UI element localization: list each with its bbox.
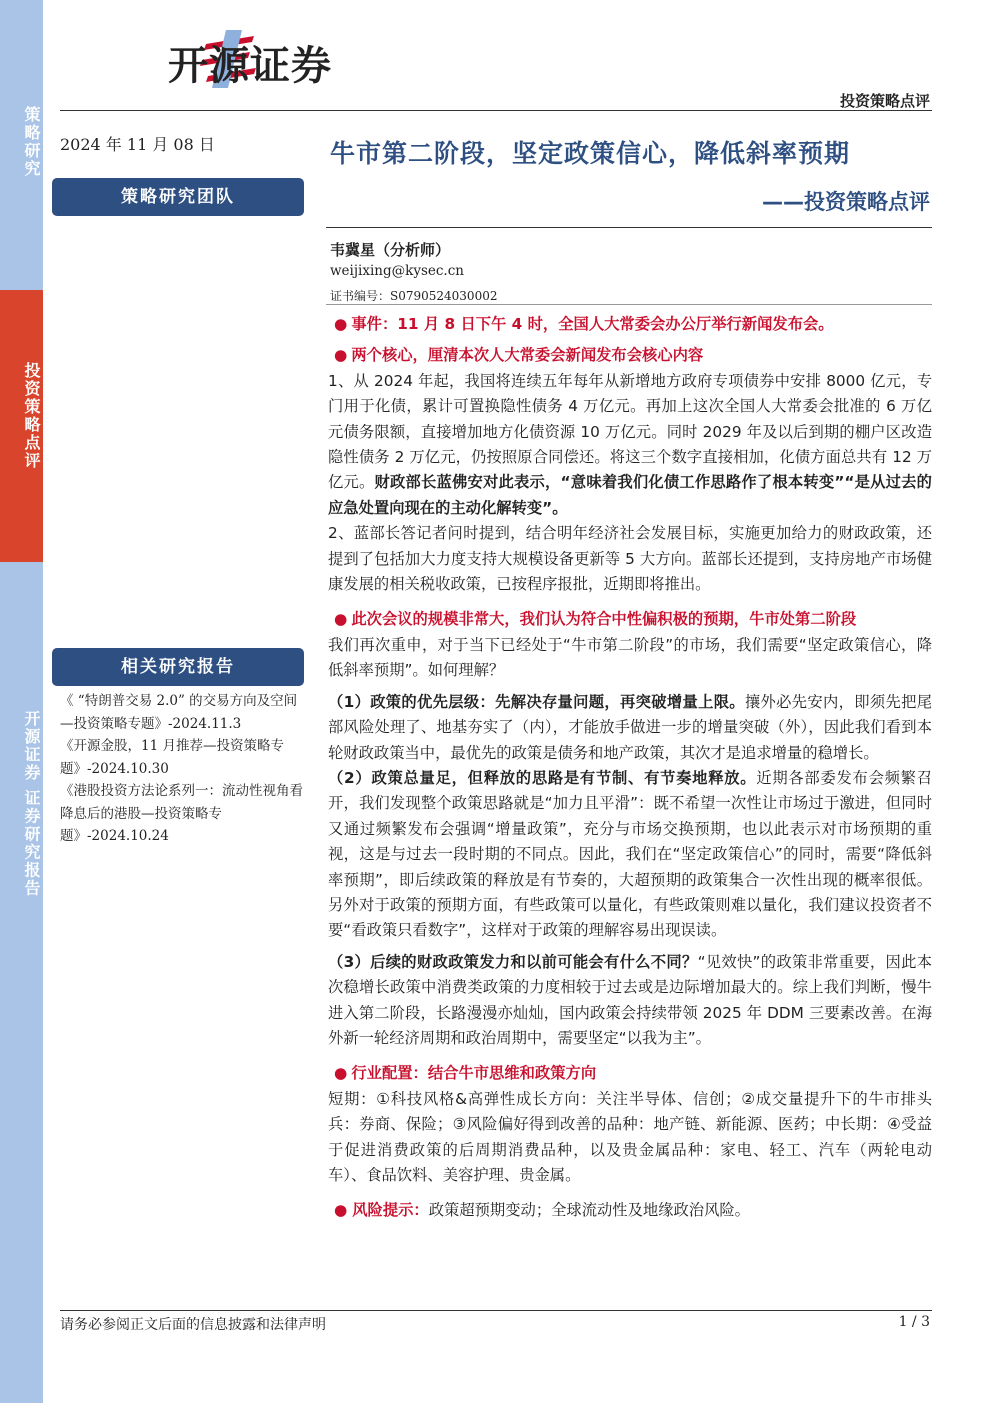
footer-divider: [60, 1310, 932, 1311]
analyst-cert: 证书编号：S0790524030002: [330, 289, 498, 303]
paragraph-1: 1、从 2024 年起，我国将连续五年每年从新增地方政府专项债券中安排 8000 亿元，专门用于化债，累计可置换隐性债务 4 万亿元。再加上这次全国人大常委会批准的 6 万亿元债务限额，直接增加地方化债资源 10 万亿元。同时 2029 年及以后到期的棚户区改造隐性债务 2 万亿元，仍按照原合同偿还。将这三个数字直接相加，化债方面总共有 12 万亿元。财政部长蓝佛安对此表示，“意味着我们化债工作思路作了根本转变”“是从过去的应急处置向现在的主动化解转变”。: [328, 371, 932, 517]
team-box: 策略研究团队: [52, 178, 304, 216]
footer-disclaimer: 请务必参阅正文后面的信息披露和法律声明: [60, 1317, 326, 1333]
scale-heading: ● 此次会议的规模非常大，我们认为符合中性偏积极的预期，牛市处第二阶段: [334, 610, 857, 629]
sidebar-label-middle: 投资策略点评: [22, 362, 41, 470]
analyst-name: 韦冀星（分析师）: [330, 241, 451, 259]
bullet-icon: ●: [334, 1064, 348, 1083]
risk-note: ● 风险提示：政策超预期变动；全球流动性及地缘政治风险。: [334, 1201, 750, 1220]
title-divider: [326, 227, 932, 228]
company-name: 开源证券: [168, 43, 332, 89]
page-title: 牛市第二阶段，坚定政策信心，降低斜率预期: [330, 139, 851, 168]
core-heading: ● 两个核心，厘清本次人大常委会新闻发布会核心内容: [334, 346, 704, 365]
paragraph-4: （1）政策的优先层级：先解决存量问题，再突破增量上限。攘外必先安内，即须先把尾部风险处理了、地基夯实了（内），才能放手做进一步的增量突破（外），因此我们看到本轮财政政策当中，最优先的政策是债务和地产政策，其次才是追求增量的稳增长。: [328, 692, 932, 762]
paragraph-2: 2、蓝部长答记者问时提到，结合明年经济社会发展目标，实施更加给力的财政政策，还提到了包括加大力度支持大规模设备更新等 5 大方向。蓝部长还提到，支持房地产市场健康发展的相关税收政策，已按程序报批，近期即将推出。: [328, 524, 932, 594]
event-heading: ● 事件：11 月 8 日下午 4 时，全国人大常委会办公厅举行新闻发布会。: [334, 315, 834, 333]
report-date: 2024 年 11 月 08 日: [60, 135, 215, 154]
bullet-icon: ●: [334, 346, 348, 365]
related-reports-list: [60, 690, 310, 848]
analyst-email[interactable]: weijixing@kysec.cn: [330, 263, 464, 279]
page-number: 1 / 3: [898, 1314, 930, 1330]
cert-divider: [326, 304, 932, 305]
paragraph-7: 短期：①科技风格&高弹性成长方向：关注半导体、信创；②成交量提升下的牛市排头兵：券商、保险；③风险偏好得到改善的品种：地产链、新能源、医药；中长期：④受益于促进消费政策的后周期消费品种，以及贵金属品种：家电、轻工、汽车（两轮电动车）、食品饮料、美容护理、贵金属。: [328, 1089, 932, 1184]
sidebar-label-top: 策略研究: [22, 106, 41, 178]
header-divider: [60, 110, 932, 111]
paragraph-6: （3）后续的财政政策发力和以前可能会有什么不同？“见效快”的政策非常重要，因此本次稳增长政策中消费类政策的力度相较于过去或是边际增加最大的。综上我们判断，慢牛进入第二阶段，长路漫漫亦灿灿，国内政策会持续带领 2025 年 DDM 三要素改善。在海外新一轮经济周期和政治周期中，需要坚定“以我为主”。: [328, 952, 932, 1047]
report-body: [328, 312, 932, 1224]
sidebar-label-bottom: 开源证券 证券研究报告: [22, 710, 41, 898]
related-report-item[interactable]: 《开源金股，11 月推荐—投资策略专题》-2024.10.30: [60, 738, 284, 777]
industry-heading: ● 行业配置：结合牛市思维和政策方向: [334, 1064, 597, 1083]
related-report-item[interactable]: 《 “特朗普交易 2.0” 的交易方向及空间—投资策略专题》-2024.11.3: [60, 693, 298, 732]
paragraph-3: 我们再次重申，对于当下已经处于“牛市第二阶段”的市场，我们需要“坚定政策信心，降低斜率预期”。如何理解？: [328, 635, 932, 680]
sidebar-strip-bottom: [0, 562, 43, 1403]
bullet-icon: ●: [334, 610, 348, 629]
related-reports-box: 相关研究报告: [52, 648, 304, 686]
paragraph-5: （2）政策总量足，但释放的思路是有节制、有节奏地释放。近期各部委发布会频繁召开，我们发现整个政策思路就是“加力且平滑”：既不希望一次性让市场过于激进，但同时又通过频繁发布会强调“增量政策”，充分与市场交换预期，也以此表示对市场预期的重视，这是与过去一段时期的不同点。因此，我们在“坚定政策信心”的同时，需要“降低斜率预期”，即后续政策的释放是有节奏的，大超预期的政策集合一次性出现的概率很低。另外对于政策的预期方面，有些政策可以量化，有些政策则难以量化，我们建议投资者不要“看政策只看数字”，这样对于政策的理解容易出现误读。: [328, 768, 932, 940]
bullet-icon: ●: [334, 315, 348, 333]
page-subtitle: ——投资策略点评: [762, 190, 930, 214]
header-report-type: 投资策略点评: [839, 92, 930, 110]
bullet-icon: ●: [334, 1201, 348, 1220]
related-report-item[interactable]: 《港股投资方法论系列一：流动性视角看降息后的港股—投资策略专题》-2024.10.24: [60, 783, 303, 844]
